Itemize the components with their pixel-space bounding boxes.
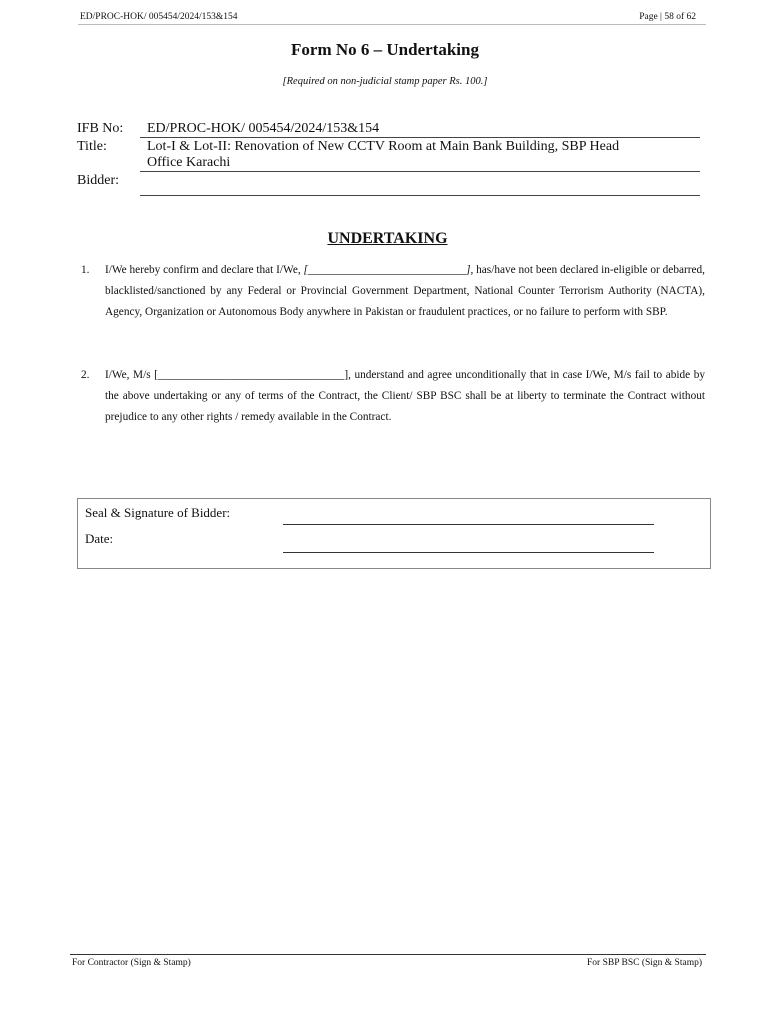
item-text-after: , has/have not been declared in-eligible or debarred, blacklisted/sanctioned by any Federal or Provincial Government Department, National Counter Terrorism Authority (NACTA), Agency, Organization or Autonomous Body anywhere in Pakistan or fraudulent practices, or no failure to perform with SBP. (105, 264, 705, 318)
item-text-before: I/We, M/s (105, 369, 155, 381)
item-text-after: , understand and agree unconditionally that in case I/We, M/s fail to abide by the above undertaking or any of terms of the Contract, the Client/ SBP BSC shall be at liberty to terminate the Contract without prejudice to any other rights / remedy available in the Contract. (105, 369, 705, 423)
header-page-number: Page | 58 of 62 (639, 12, 696, 22)
footer-contractor-sign: For Contractor (Sign & Stamp) (72, 958, 191, 968)
item-number: 1. (81, 264, 90, 276)
form-subtitle: [Required on non-judicial stamp paper Rs. 100.] (282, 76, 488, 87)
bidder-name-blank: [____________________________] (303, 264, 471, 276)
header-reference: ED/PROC-HOK/ 005454/2024/153&154 (80, 12, 238, 22)
bidder-field-line (140, 195, 700, 196)
bidder-label: Bidder: (77, 173, 119, 188)
title-value-line1: Lot-I & Lot-II: Renovation of New CCTV Room at Main Bank Building, SBP Head (147, 139, 620, 154)
seal-signature-label: Seal & Signature of Bidder: (85, 505, 231, 520)
date-line (283, 552, 654, 553)
form-title: Form No 6 – Undertaking (291, 40, 479, 59)
page-footer (70, 954, 706, 975)
title-underline (140, 171, 700, 172)
ifb-underline (140, 137, 700, 138)
date-label: Date: (85, 531, 114, 546)
item-text-before: I/We hereby confirm and declare that I/We, (105, 264, 304, 276)
signature-box (77, 498, 711, 569)
ifb-value: ED/PROC-HOK/ 005454/2024/153&154 (147, 121, 380, 136)
ifb-label: IFB No: (77, 121, 124, 136)
item-number: 2. (81, 369, 90, 381)
item-text (105, 260, 705, 323)
seal-signature-line (283, 524, 654, 525)
company-name-blank: [_________________________________] (154, 369, 349, 381)
undertaking-heading: UNDERTAKING (327, 230, 448, 247)
page-header (78, 12, 706, 25)
item-text (105, 365, 705, 428)
title-label: Title: (77, 139, 107, 154)
footer-sbp-sign: For SBP BSC (Sign & Stamp) (587, 958, 702, 968)
title-value-line2: Office Karachi (147, 155, 231, 170)
